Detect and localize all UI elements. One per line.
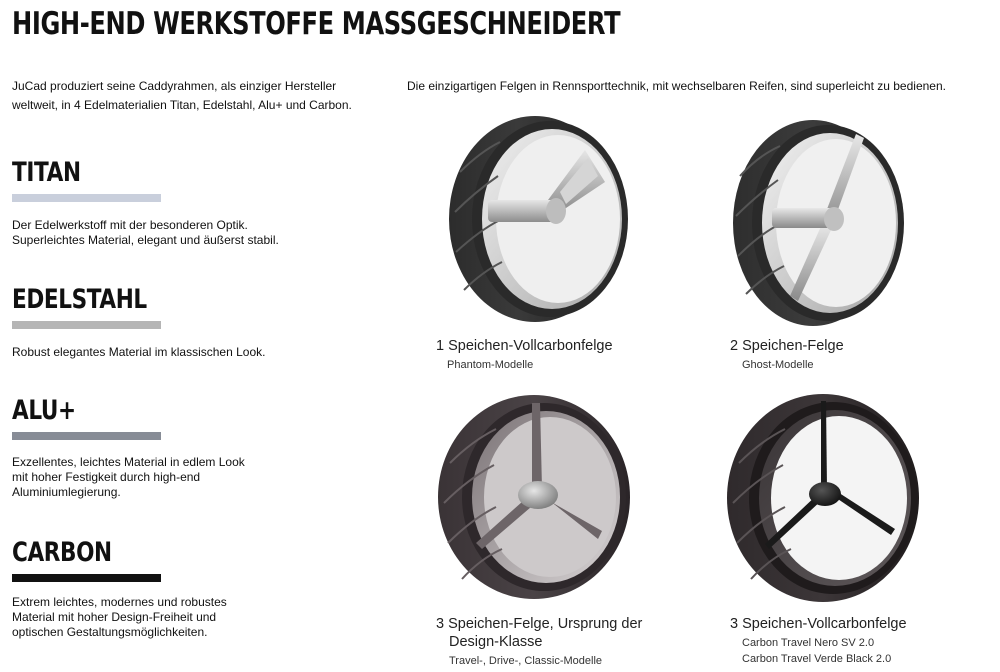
material-titan <box>12 158 372 248</box>
material-name: CARBON <box>12 537 112 568</box>
wheel-title: 3 Speichen-Felge, Ursprung der Design-Klasse <box>436 616 643 650</box>
wheel-title: 3 Speichen-Vollcarbonfelge <box>730 616 907 632</box>
wheel-subtitle-line: Ghost-Modelle <box>742 359 814 371</box>
wheel-subtitle-line: Travel-, Drive-, Classic-Modelle <box>449 655 603 667</box>
wheel-caption-1 <box>436 337 613 373</box>
wheel-title: 2 Speichen-Felge <box>730 338 844 354</box>
wheel-subtitle-line: Carbon Travel Nero SV 2.0 <box>742 637 875 649</box>
material-description: Der Edelwerkstoff mit der besonderen Optik. Superleichtes Material, elegant und äußerst stabil. <box>12 218 279 247</box>
wheel-subtitle-line: Phantom-Modelle <box>447 359 534 371</box>
wheel-3-spoke-carbon-image <box>725 391 925 605</box>
wheel-subtitle <box>730 635 907 667</box>
material-edelstahl <box>12 285 372 360</box>
material-color-bar <box>12 574 161 582</box>
intro-text: JuCad produziert seine Caddyrahmen, als einziger Hersteller weltweit, in 4 Edelmaterialien Titan, Edelstahl, Alu+ und Carbon. <box>12 79 352 112</box>
material-name: EDELSTAHL <box>12 284 147 315</box>
wheel-subtitle <box>436 357 613 373</box>
material-color-bar <box>12 194 161 202</box>
material-name: TITAN <box>12 157 81 188</box>
page-headline: HIGH-END WERKSTOFFE MASSGESCHNEIDERT <box>12 6 621 42</box>
wheel-caption-3 <box>436 615 651 669</box>
wheel-subtitle <box>436 653 651 669</box>
material-description: Robust elegantes Material im klassischen Look. <box>12 345 266 359</box>
material-alu-plus <box>12 396 372 500</box>
wheel-title: 1 Speichen-Vollcarbonfelge <box>436 338 613 354</box>
rims-intro-text: Die einzigartigen Felgen in Rennsporttechnik, mit wechselbaren Reifen, sind superleicht zu bedienen. <box>407 79 946 93</box>
material-description: Extrem leichtes, modernes und robustes Material mit hoher Design-Freiheit und optischen Gestaltungsmöglichkeiten. <box>12 595 227 639</box>
material-name: ALU+ <box>12 395 76 426</box>
material-description: Exzellentes, leichtes Material in edlem Look mit hoher Festigkeit durch high-end Aluminiumlegierung. <box>12 455 245 499</box>
wheel-1-spoke-image <box>440 112 640 327</box>
material-color-bar <box>12 432 161 440</box>
wheel-caption-2 <box>730 337 844 373</box>
wheel-2-spoke-image <box>728 116 918 331</box>
material-carbon <box>12 538 372 640</box>
wheel-3-spoke-image <box>436 393 636 603</box>
wheel-caption-4 <box>730 615 907 667</box>
wheel-subtitle-line: Carbon Travel Verde Black 2.0 <box>742 653 892 665</box>
material-color-bar <box>12 321 161 329</box>
wheel-subtitle <box>730 357 844 373</box>
